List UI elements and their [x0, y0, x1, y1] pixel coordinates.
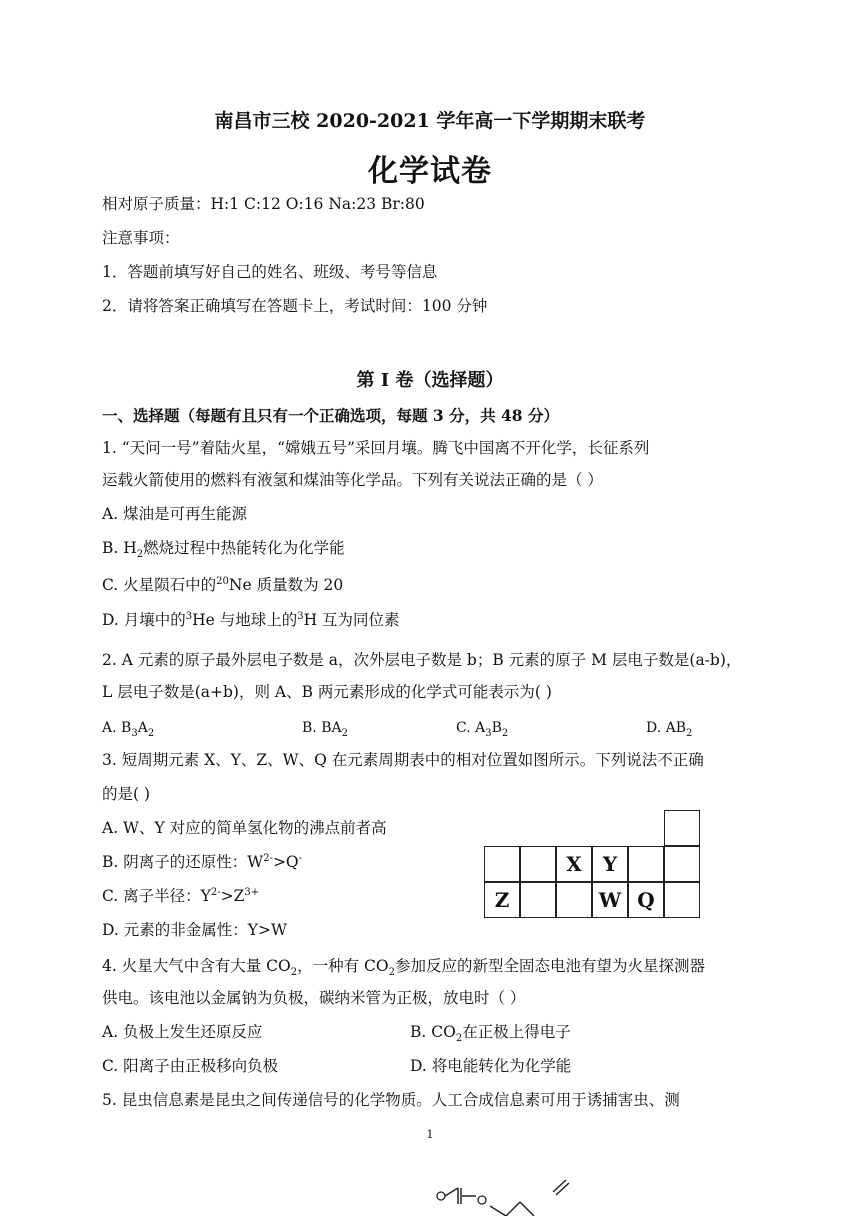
q2-stem-line-1: 2. A 元素的原子最外层电子数是 a，次外层电子数是 b；B 元素的原子 M 层电子数是(a-b)， — [102, 651, 742, 669]
atomic-mass-line: 相对原子质量：H:1 C:12 O:16 Na:23 Br:80 — [102, 195, 425, 213]
part-title: 一、选择题（每题有且只有一个正确选项，每题 3 分，共 48 分） — [102, 406, 559, 425]
q1-option-b: B. $H_2$燃烧过程中热能转化为化学能 — [102, 539, 345, 561]
table-cell-y: Y — [592, 846, 628, 882]
q4-option-a: A. 负极上发生还原反应 — [102, 1023, 263, 1041]
q1-option-c: C. 火星陨石中的$^{20}$Ne 质量数为 20 — [102, 575, 344, 594]
exam-title: 南昌市三校 2020-2021 学年高一下学期期末联考 — [214, 110, 646, 132]
q2-option-a: A. $B_3A_2$ — [102, 720, 155, 739]
q2-stem-line-2: L 层电子数是(a+b)，则 A、B 两元素形成的化学式可能表示为( ) — [102, 683, 552, 701]
notice-label: 注意事项： — [102, 229, 180, 247]
q1-option-a: A. 煤油是可再生能源 — [102, 505, 248, 523]
table-cell-empty — [520, 882, 556, 918]
table-cell-z: Z — [484, 882, 520, 918]
q3-option-d: D. 元素的非金属性：Y>W — [102, 921, 287, 939]
q1-stem-line-1: 1. “天问一号”着陆火星，“嫦娥五号”采回月壤。腾飞中国离不开化学，长征系列 — [102, 439, 650, 457]
structural-formula-fragment — [0, 1160, 860, 1216]
q3-option-a: A. W、Y 对应的简单氢化物的沸点前者高 — [102, 819, 387, 837]
table-cell-w: W — [592, 882, 628, 918]
q4-option-c: C. 阳离子由正极移向负极 — [102, 1057, 279, 1075]
section-heading: 第 I 卷（选择题） — [356, 370, 504, 391]
subject-title: 化学试卷 — [368, 154, 492, 189]
table-cell-empty — [664, 882, 700, 918]
table-cell-empty — [556, 882, 592, 918]
q2-option-d: D. $AB_2$ — [646, 720, 693, 739]
q4-stem-line-1: 4. 火星大气中含有大量 $CO_2$，一种有 $CO_2$参加反应的新型全固态电池有望为火星探测器 — [102, 957, 705, 979]
q2-option-c: C. $A_3B_2$ — [456, 720, 509, 739]
q1-option-d: D. 月壤中的$^3$He 与地球上的$^3$H 互为同位素 — [102, 610, 400, 629]
table-cell-empty — [628, 846, 664, 882]
table-cell-q: Q — [628, 882, 664, 918]
q4-stem-line-2: 供电。该电池以金属钠为负极，碳纳米管为正极，放电时（ ） — [102, 989, 526, 1007]
table-cell-empty — [520, 846, 556, 882]
table-cell-empty — [664, 810, 700, 846]
next-page-fragment — [0, 1160, 860, 1216]
q1-stem-line-2: 运载火箭使用的燃料有液氢和煤油等化学品。下列有关说法正确的是（ ） — [102, 471, 603, 489]
q3-stem-line-1: 3. 短周期元素 X、Y、Z、W、Q 在元素周期表中的相对位置如图所示。下列说法不正确 — [102, 751, 704, 769]
q5-stem-line-1: 5. 昆虫信息素是昆虫之间传递信号的化学物质。人工合成信息素可用于诱捕害虫、测 — [102, 1091, 680, 1109]
q3-option-b: B. 阴离子的还原性：$W^{2-}>Q^-$ — [102, 852, 303, 871]
q3-stem-line-2: 的是( ) — [102, 785, 151, 803]
page-number: 1 — [426, 1128, 434, 1141]
q3-option-c: C. 离子半径：$Y^{2-}>Z^{3+}$ — [102, 886, 260, 905]
q4-option-b: B. $CO_2$在正极上得电子 — [410, 1023, 571, 1045]
q4-option-d: D. 将电能转化为化学能 — [410, 1057, 572, 1075]
table-cell-empty — [484, 846, 520, 882]
table-cell-x: X — [556, 846, 592, 882]
table-cell-empty — [664, 846, 700, 882]
notice-item-1: 1．答题前填写好自己的姓名、班级、考号等信息 — [102, 263, 438, 281]
notice-item-2: 2．请将答案正确填写在答题卡上，考试时间：100 分钟 — [102, 297, 488, 315]
q2-option-b: B. $BA_2$ — [302, 720, 348, 739]
